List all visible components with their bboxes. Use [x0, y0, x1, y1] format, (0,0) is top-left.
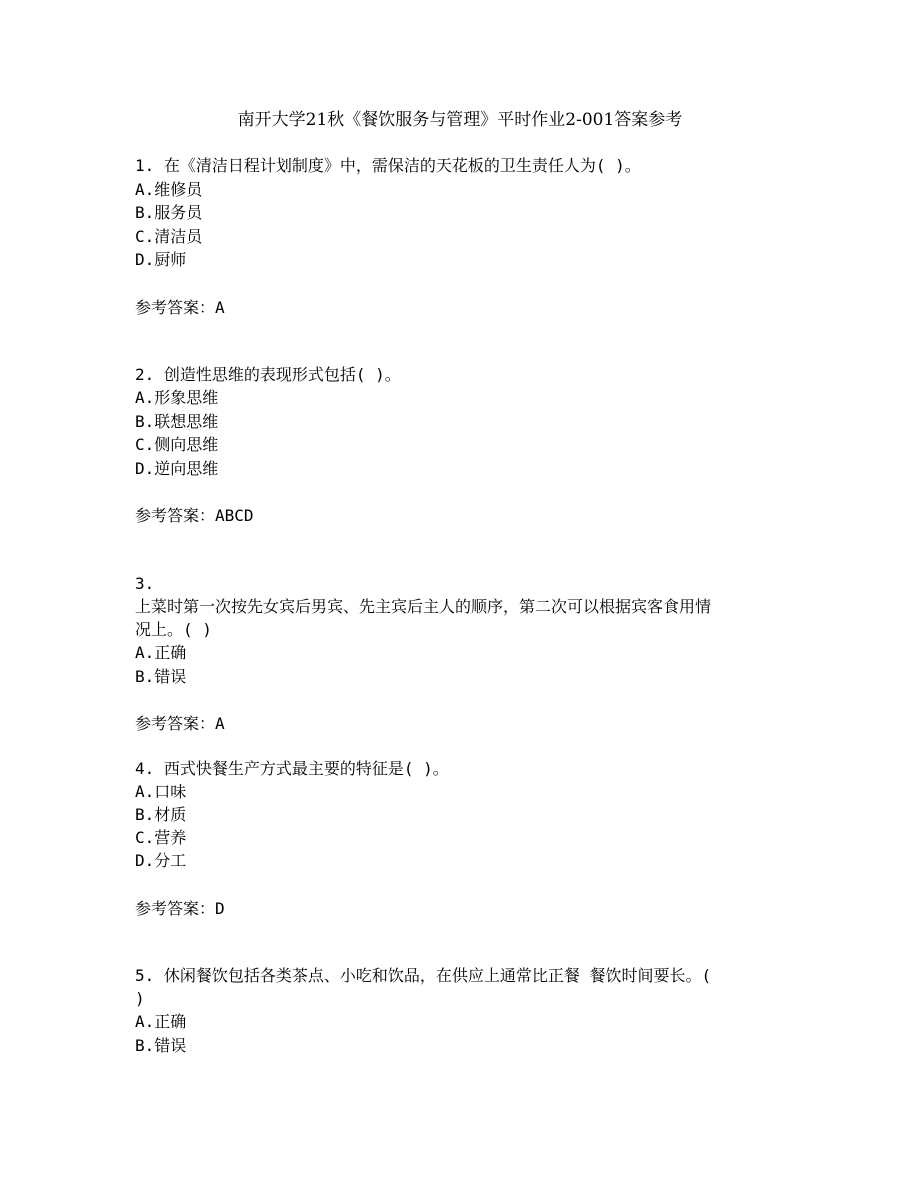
question-2-option-b: B.联想思维 [135, 412, 219, 431]
question-4-option-b: B.材质 [135, 805, 187, 824]
question-5-stem-line-2: ) [135, 989, 145, 1008]
question-2-option-c: C.侧向思维 [135, 435, 219, 454]
question-2-stem: 2. 创造性思维的表现形式包括( )。 [135, 365, 401, 384]
question-1-stem: 1. 在《清洁日程计划制度》中，需保洁的天花板的卫生责任人为( )。 [135, 156, 641, 175]
question-4-stem: 4. 西式快餐生产方式最主要的特征是( )。 [135, 759, 449, 778]
question-4-option-a: A.口味 [135, 782, 187, 801]
question-2-option-d: D.逆向思维 [135, 459, 219, 478]
question-1-answer: 参考答案：A [135, 298, 225, 317]
question-3-stem-line-1: 上菜时第一次按先女宾后男宾、先主宾后主人的顺序，第二次可以根据宾客食用情 [135, 597, 712, 616]
question-5-option-a: A.正确 [135, 1012, 187, 1031]
question-5-stem-line-1: 5. 休闲餐饮包括各类茶点、小吃和饮品，在供应上通常比正餐 餐饮时间要长。( [135, 966, 712, 985]
question-3-answer: 参考答案：A [135, 714, 225, 733]
question-1-option-d: D.厨师 [135, 250, 187, 269]
question-4-option-c: C.营养 [135, 828, 187, 847]
question-3-option-b: B.错误 [135, 667, 187, 686]
question-1-option-a: A.维修员 [135, 180, 203, 199]
question-3-number: 3. [135, 574, 155, 593]
question-4-option-d: D.分工 [135, 851, 187, 870]
question-3-option-a: A.正确 [135, 643, 187, 662]
question-2-option-a: A.形象思维 [135, 388, 219, 407]
question-1-option-c: C.清洁员 [135, 227, 203, 246]
question-3-stem-line-2: 况上。( ) [135, 620, 212, 639]
question-5-option-b: B.错误 [135, 1036, 187, 1055]
question-2-answer: 参考答案：ABCD [135, 506, 254, 525]
question-4-answer: 参考答案：D [135, 899, 225, 918]
document-title: 南开大学21秋《餐饮服务与管理》平时作业2-001答案参考 [237, 110, 683, 130]
question-1-option-b: B.服务员 [135, 203, 203, 222]
